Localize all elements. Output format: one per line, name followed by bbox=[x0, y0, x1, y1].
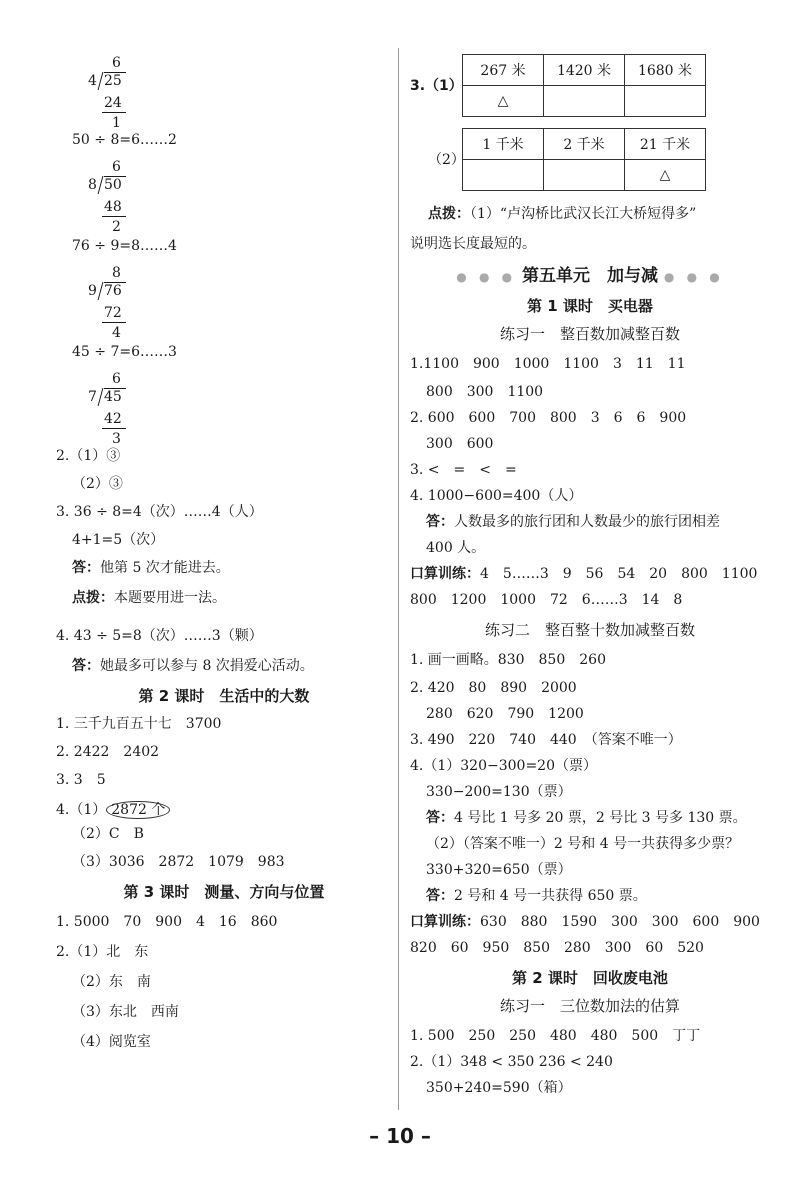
answer-line bbox=[72, 656, 314, 676]
answer-line: 1. 5000 70 900 4 16 860 bbox=[56, 914, 278, 930]
length-table-1 bbox=[462, 54, 706, 117]
unit-title bbox=[410, 266, 770, 287]
unit-title-text: 第五单元 加与减 bbox=[522, 266, 658, 286]
answer-line: 3. < = < = bbox=[410, 462, 517, 478]
answer-line bbox=[426, 512, 720, 532]
answer-label: 答： bbox=[72, 658, 100, 674]
answer-line: 800 300 1100 bbox=[426, 384, 544, 400]
answer-line: （4）阅览室 bbox=[72, 1034, 151, 1050]
long-division-2 bbox=[88, 158, 158, 238]
answer-line: 4. 1000−600=400（人） bbox=[410, 488, 583, 504]
answer-label: 答： bbox=[426, 514, 454, 530]
dividend: 76 bbox=[104, 283, 122, 299]
triangle-mark: △ bbox=[463, 86, 544, 117]
remainder: 2 bbox=[112, 219, 121, 235]
answer-text: 她最多可以参与 8 次捐爱心活动。 bbox=[100, 658, 314, 674]
answer-text: 4 号比 1 号多 20 票，2 号比 3 号多 130 票。 bbox=[454, 810, 747, 826]
answer-line: 2.（1）北 东 bbox=[56, 944, 149, 960]
answer-line: 4. 43 ÷ 5=8（次）……3（颗） bbox=[56, 628, 263, 644]
table-cell: 2 千米 bbox=[544, 129, 625, 160]
answer-line: （2）东 南 bbox=[72, 974, 151, 990]
table-cell bbox=[463, 160, 544, 191]
table-label: 3.（1） bbox=[410, 78, 463, 94]
exercise-title: 练习一 三位数加法的估算 bbox=[499, 997, 680, 1015]
product: 42 bbox=[104, 411, 122, 427]
decorative-dots: ● ● ● bbox=[456, 270, 517, 284]
dividend: 50 bbox=[104, 177, 122, 193]
table-cell: 1 千米 bbox=[463, 129, 544, 160]
answer-line: 2. 600 600 700 800 3 6 6 900 bbox=[410, 410, 687, 426]
remainder: 3 bbox=[112, 431, 121, 447]
answer-line: 4.（1）320−300=20（票） bbox=[410, 758, 597, 774]
answer-text: 2 号和 4 号一共获得 650 票。 bbox=[454, 888, 647, 904]
table-cell: 1420 米 bbox=[544, 55, 625, 86]
oral-practice bbox=[410, 912, 760, 932]
answer-line: 3. 3 5 bbox=[56, 772, 106, 788]
lesson-title: 第 2 课时 回收废电池 bbox=[512, 969, 668, 987]
equation: 45 ÷ 7=6……3 bbox=[72, 344, 177, 360]
table-label: （2） bbox=[428, 152, 465, 168]
answer-line: （3）3036 2872 1079 983 bbox=[72, 854, 285, 870]
tip-text: 本题要用进一法。 bbox=[114, 590, 226, 606]
oral-practice: 820 60 950 850 280 300 60 520 bbox=[410, 940, 704, 956]
circled-answer: 2872 个 bbox=[106, 801, 170, 819]
divisor: 7 bbox=[88, 389, 97, 405]
long-division-4 bbox=[88, 370, 158, 450]
section-title-lesson-2: 第 2 课时 生活中的大数 bbox=[138, 687, 310, 705]
answer-line: 2. 2422 2402 bbox=[56, 744, 160, 760]
tip-label: 点拨： bbox=[428, 206, 470, 222]
answer-line: 2. 420 80 890 2000 bbox=[410, 680, 577, 696]
answer-line: 1. 500 250 250 480 480 500 丁丁 bbox=[410, 1028, 701, 1044]
product: 72 bbox=[104, 305, 122, 321]
answer-label: 答： bbox=[426, 810, 454, 826]
answer-line bbox=[72, 558, 230, 578]
quotient: 6 bbox=[112, 159, 121, 175]
remainder: 1 bbox=[112, 115, 121, 131]
lesson-title: 第 1 课时 买电器 bbox=[527, 297, 653, 315]
tip-text: （1）“卢沟桥比武汉长江大桥短得多” bbox=[470, 206, 697, 222]
answer-line bbox=[426, 808, 747, 828]
exercise-title: 练习二 整百整十数加减整百数 bbox=[484, 621, 695, 639]
table-cell bbox=[544, 160, 625, 191]
answer-text: 人数最多的旅行团和人数最少的旅行团相差 bbox=[454, 514, 720, 530]
oral-text: 630 880 1590 300 300 600 900 bbox=[480, 914, 760, 930]
table-cell: 1680 米 bbox=[625, 55, 706, 86]
answer-prefix: 4.（1） bbox=[56, 802, 107, 818]
dividend: 45 bbox=[104, 389, 122, 405]
tip-line: 说明选长度最短的。 bbox=[410, 236, 536, 252]
answer-line: （2）③ bbox=[72, 476, 123, 492]
divisor: 8 bbox=[88, 177, 97, 193]
answer-line: （2）C B bbox=[72, 826, 144, 842]
oral-practice bbox=[410, 564, 757, 584]
length-table-2 bbox=[462, 128, 706, 191]
answer-line: 330+320=650（票） bbox=[426, 862, 572, 878]
triangle-mark: △ bbox=[625, 160, 706, 191]
quotient: 8 bbox=[112, 265, 121, 281]
table-cell bbox=[544, 86, 625, 117]
answer-line: 3. 490 220 740 440 （答案不唯一） bbox=[410, 732, 682, 748]
remainder: 4 bbox=[112, 325, 121, 341]
answer-line: 2.（1）③ bbox=[56, 448, 121, 464]
answer-line bbox=[426, 886, 647, 906]
answer-line: 1.1100 900 1000 1100 3 11 11 bbox=[410, 356, 686, 372]
answer-line: 330−200=130（票） bbox=[426, 784, 572, 800]
answer-text: 他第 5 次才能进去。 bbox=[100, 560, 230, 576]
answer-line: （3）东北 西南 bbox=[72, 1004, 179, 1020]
oral-practice: 800 1200 1000 72 6……3 14 8 bbox=[410, 592, 683, 608]
table-cell: 21 千米 bbox=[625, 129, 706, 160]
equation: 76 ÷ 9=8……4 bbox=[72, 238, 177, 254]
tip-label: 点拨： bbox=[72, 590, 114, 606]
section-title-lesson-3: 第 3 课时 测量、方向与位置 bbox=[123, 883, 325, 901]
answer-line: 3. 36 ÷ 8=4（次）……4（人） bbox=[56, 504, 263, 520]
table-cell: 267 米 bbox=[463, 55, 544, 86]
answer-line: 350+240=590（箱） bbox=[426, 1080, 572, 1096]
column-divider bbox=[398, 48, 399, 1110]
answer-line bbox=[56, 800, 170, 820]
answer-line: （2）（答案不唯一）2 号和 4 号一共获得多少票？ bbox=[426, 836, 740, 852]
long-division-3 bbox=[88, 264, 158, 344]
answer-line: 1. 三千九百五十七 3700 bbox=[56, 716, 222, 732]
quotient: 6 bbox=[112, 55, 121, 71]
answer-line: 2.（1）348 < 350 236 < 240 bbox=[410, 1054, 613, 1070]
table-cell bbox=[625, 86, 706, 117]
exercise-title: 练习一 整百数加减整百数 bbox=[499, 325, 680, 343]
product: 24 bbox=[104, 95, 122, 111]
long-division-1 bbox=[88, 54, 158, 134]
oral-label: 口算训练： bbox=[410, 566, 480, 582]
tip-line bbox=[72, 588, 226, 608]
page-number: – 10 – bbox=[369, 1124, 431, 1148]
oral-label: 口算训练： bbox=[410, 914, 480, 930]
decorative-dots: ● ● ● bbox=[663, 270, 724, 284]
divisor: 4 bbox=[88, 73, 97, 89]
equation: 50 ÷ 8=6……2 bbox=[72, 132, 177, 148]
answer-line: 4+1=5（次） bbox=[72, 532, 165, 548]
answer-line: 1. 画一画略。830 850 260 bbox=[410, 652, 606, 668]
answer-label: 答： bbox=[72, 560, 100, 576]
tip-line bbox=[428, 204, 696, 224]
product: 48 bbox=[104, 199, 122, 215]
answer-label: 答： bbox=[426, 888, 454, 904]
divisor: 9 bbox=[88, 283, 97, 299]
quotient: 6 bbox=[112, 371, 121, 387]
answer-line: 280 620 790 1200 bbox=[426, 706, 584, 722]
answer-line: 400 人。 bbox=[426, 540, 486, 556]
oral-text: 4 5……3 9 56 54 20 800 1100 bbox=[480, 566, 758, 582]
answer-line: 300 600 bbox=[426, 436, 494, 452]
dividend: 25 bbox=[104, 73, 122, 89]
